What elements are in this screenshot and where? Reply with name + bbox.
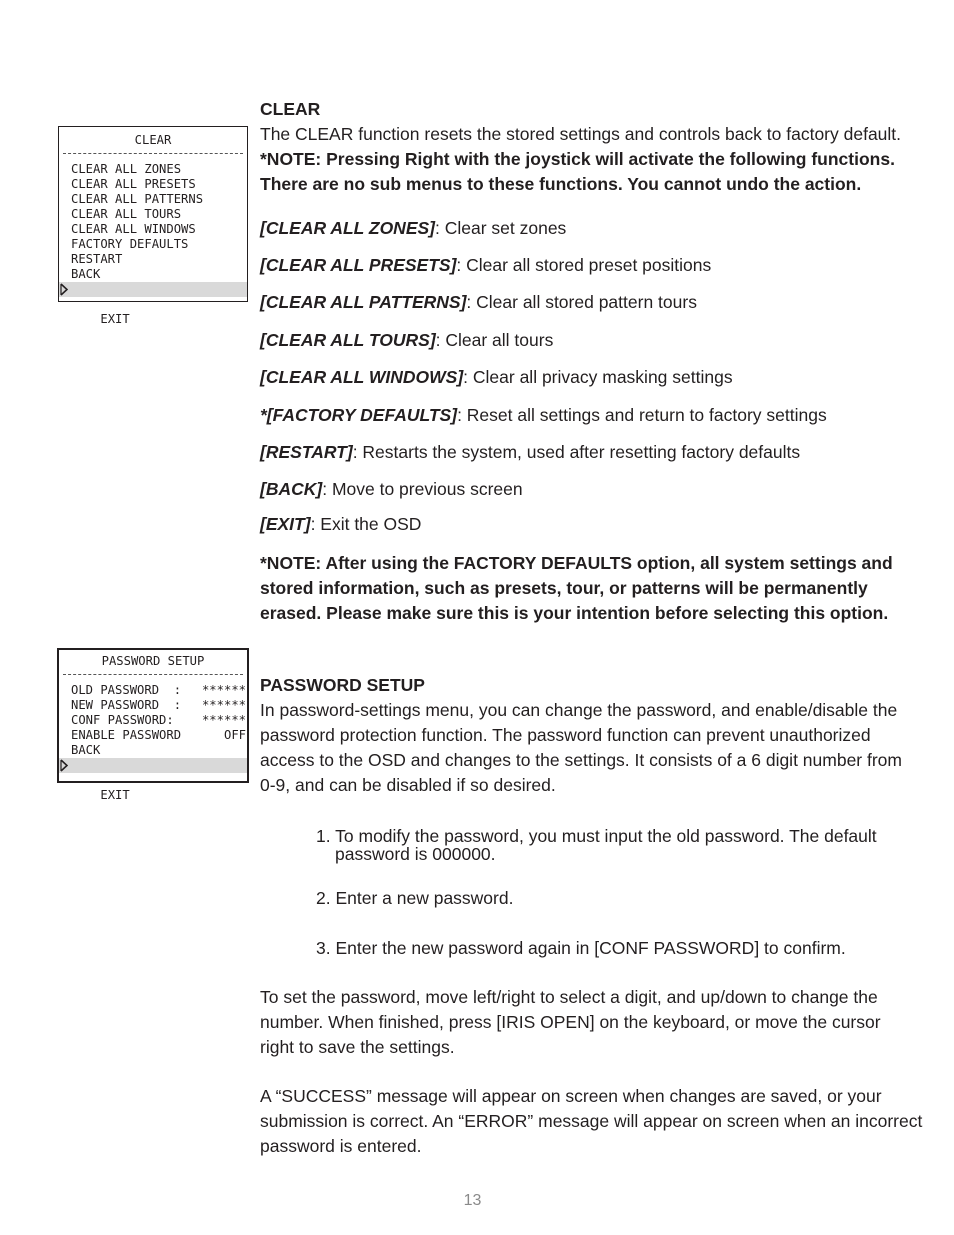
osd-item-back[interactable]: BACK [71, 267, 101, 281]
step-1 [316, 827, 877, 863]
paragraph-line: To set the password, move left/right to select a digit, and up/down to change the [260, 987, 878, 1007]
clear-osd-title: CLEAR [134, 133, 172, 147]
def-factory-defaults: *[FACTORY DEFAULTS]: Reset all settings and return to factory settings [260, 405, 827, 425]
osd-item-clear-all-tours[interactable]: CLEAR ALL TOURS [71, 207, 182, 221]
password-intro [260, 698, 902, 798]
warning-line: stored information, such as presets, tour, or patterns will be permanently [260, 578, 868, 598]
osd-item-clear-all-presets[interactable]: CLEAR ALL PRESETS [71, 177, 196, 191]
osd-item-back[interactable]: BACK [71, 743, 101, 757]
paragraph-line: number. When finished, press [IRIS OPEN] on the keyboard, or move the cursor [260, 1012, 881, 1032]
paragraph-line: right to save the settings. [260, 1037, 455, 1057]
intro-line: In password-settings menu, you can change the password, and enable/disable the [260, 700, 898, 720]
def-clear-all-patterns: [CLEAR ALL PATTERNS]: Clear all stored pattern tours [260, 292, 697, 312]
osd-item-restart[interactable]: RESTART [71, 252, 123, 266]
def-restart: [RESTART]: Restarts the system, used after resetting factory defaults [260, 442, 801, 462]
paragraph-line: password is entered. [260, 1136, 422, 1156]
paragraph-line: submission is correct. An “ERROR” message will appear on screen when an incorrect [260, 1111, 923, 1131]
clear-osd-panel [58, 126, 248, 326]
osd-item-old-password[interactable]: OLD PASSWORD : ****** [71, 683, 246, 697]
clear-heading: CLEAR [260, 99, 321, 119]
def-clear-all-zones: [CLEAR ALL ZONES]: Clear set zones [260, 218, 567, 238]
factory-defaults-warning [260, 551, 893, 626]
def-clear-all-windows: [CLEAR ALL WINDOWS]: Clear all privacy masking settings [260, 367, 733, 387]
clear-note-line-2: There are no sub menus to these functions. You cannot undo the action. [260, 174, 862, 194]
def-back: [BACK]: Move to previous screen [260, 479, 523, 499]
def-clear-all-tours: [CLEAR ALL TOURS]: Clear all tours [260, 330, 554, 350]
osd-item-conf-password[interactable]: CONF PASSWORD: ****** [71, 713, 246, 727]
message-paragraph [260, 1084, 922, 1159]
osd-item-clear-all-zones[interactable]: CLEAR ALL ZONES [71, 162, 182, 176]
clear-note-line-1: *NOTE: Pressing Right with the joystick will activate the following functions. [260, 149, 895, 169]
set-password-paragraph [260, 985, 881, 1060]
warning-line: *NOTE: After using the FACTORY DEFAULTS option, all system settings and [260, 553, 893, 573]
clear-intro: The CLEAR function resets the stored settings and controls back to factory default. [260, 124, 902, 144]
osd-item-exit-selected[interactable] [59, 758, 247, 802]
osd-item-enable-password[interactable]: ENABLE PASSWORD OFF [71, 728, 246, 742]
osd-item-new-password[interactable]: NEW PASSWORD : ****** [71, 698, 246, 712]
osd-item-clear-all-windows[interactable]: CLEAR ALL WINDOWS [71, 222, 196, 236]
cursor-arrow-icon [60, 759, 68, 772]
step-1-line-1: 1. To modify the password, you must input the old password. The default [316, 826, 877, 846]
cursor-arrow-icon [60, 283, 68, 296]
page-number: 13 [463, 1192, 482, 1209]
def-clear-all-presets: [CLEAR ALL PRESETS]: Clear all stored preset positions [260, 255, 712, 275]
password-osd-title: PASSWORD SETUP [101, 654, 205, 668]
osd-item-factory-defaults[interactable]: FACTORY DEFAULTS [71, 237, 189, 251]
osd-divider [63, 153, 243, 155]
intro-line: password protection function. The password function can prevent unauthorized [260, 725, 871, 745]
step-2: 2. Enter a new password. [316, 888, 514, 908]
intro-line: access to the OSD and changes to the settings. It consists of a 6 digit number from [260, 750, 902, 770]
def-exit: [EXIT]: Exit the OSD [260, 514, 422, 534]
password-heading: PASSWORD SETUP [260, 675, 425, 695]
paragraph-line: A “SUCCESS” message will appear on screen when changes are saved, or your [260, 1086, 882, 1106]
osd-item-exit-label: EXIT [100, 788, 130, 802]
step-1-line-2: password is 000000. [335, 844, 496, 864]
password-osd-panel [57, 648, 249, 802]
osd-item-clear-all-patterns[interactable]: CLEAR ALL PATTERNS [71, 192, 204, 206]
osd-item-exit-label: EXIT [100, 312, 130, 326]
step-3: 3. Enter the new password again in [CONF PASSWORD] to confirm. [316, 938, 846, 958]
osd-item-exit-selected[interactable] [59, 282, 247, 326]
warning-line: erased. Please make sure this is your intention before selecting this option. [260, 603, 889, 623]
osd-divider [63, 674, 243, 676]
intro-line: 0-9, and can be disabled if so desired. [260, 775, 556, 795]
